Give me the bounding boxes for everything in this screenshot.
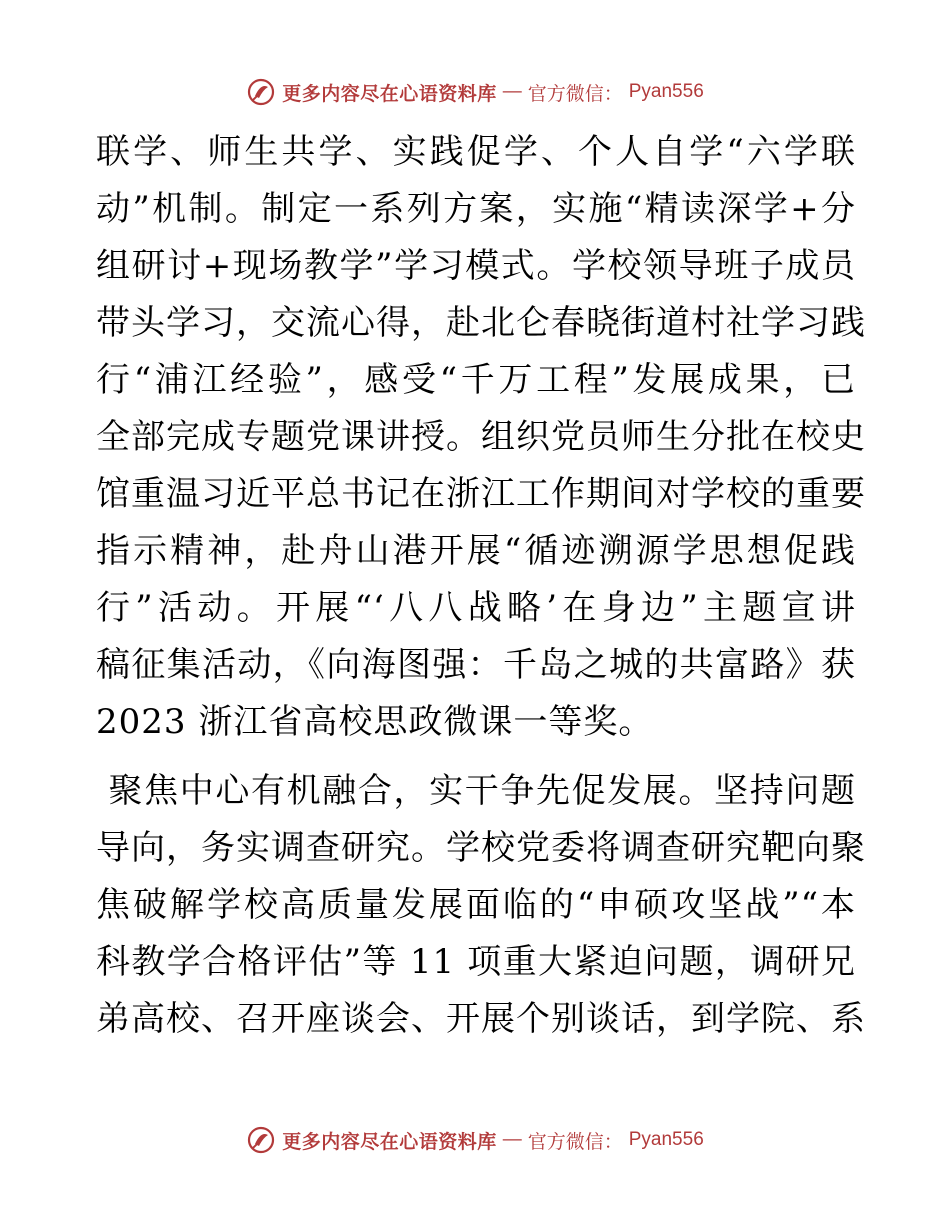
watermark-contact-label: 官方微信： (527, 82, 623, 105)
text-line: 动”机制。制定一系列方案，实施“精读深学+分 (96, 189, 856, 229)
watermark-dash: — (502, 81, 522, 102)
text-line: 带头学习，交流心得，赴北仑春晓街道村社学习践 (96, 303, 866, 343)
document-body (96, 124, 866, 1048)
text-line: 导向，务实调查研究。学校党委将调查研究靶向聚 (96, 828, 866, 868)
text-line: 组研讨+现场教学”学习模式。学校领导班子成员 (96, 246, 856, 286)
text-line: 聚焦中心有机融合，实干争先促发展。坚持问题 (96, 771, 856, 811)
paragraph-1 (96, 124, 866, 751)
library-logo-icon (246, 77, 276, 107)
library-logo-icon (246, 1125, 276, 1155)
text-line: 行”活动。开展“‘八八战略’在身边”主题宣讲 (96, 588, 856, 628)
text-line: 弟高校、召开座谈会、开展个别谈话，到学院、系 (96, 999, 866, 1039)
watermark-contact-id: Pyan556 (628, 1129, 704, 1150)
text-line: 科教学合格评估”等 11 项重大紧迫问题，调研兄 (96, 942, 856, 982)
text-line: 行“浦江经验”，感受“千万工程”发展成果，已 (96, 360, 856, 400)
watermark-text: 更多内容尽在心语资料库 (282, 1130, 497, 1153)
text-line: 焦破解学校高质量发展面临的“申硕攻坚战”“本 (96, 885, 856, 925)
text-line: 联学、师生共学、实践促学、个人自学“六学联 (96, 132, 856, 172)
watermark-dash: — (502, 1129, 522, 1150)
text-line: 指示精神，赴舟山港开展“循迹溯源学思想促践 (96, 531, 856, 571)
header-watermark (0, 72, 950, 112)
text-line: 全部完成专题党课讲授。组织党员师生分批在校史 (96, 417, 866, 457)
footer-watermark (0, 1120, 950, 1160)
text-line: 稿征集活动，《向海图强：千岛之城的共富路》获 (96, 645, 856, 685)
watermark-text: 更多内容尽在心语资料库 (282, 82, 497, 105)
watermark-contact-label: 官方微信： (527, 1130, 623, 1153)
paragraph-gap (96, 751, 856, 763)
watermark-contact-id: Pyan556 (628, 81, 704, 102)
paragraph-2 (96, 763, 866, 1048)
text-line: 馆重温习近平总书记在浙江工作期间对学校的重要 (96, 474, 866, 514)
text-line: 2023 浙江省高校思政微课一等奖。 (96, 702, 654, 742)
